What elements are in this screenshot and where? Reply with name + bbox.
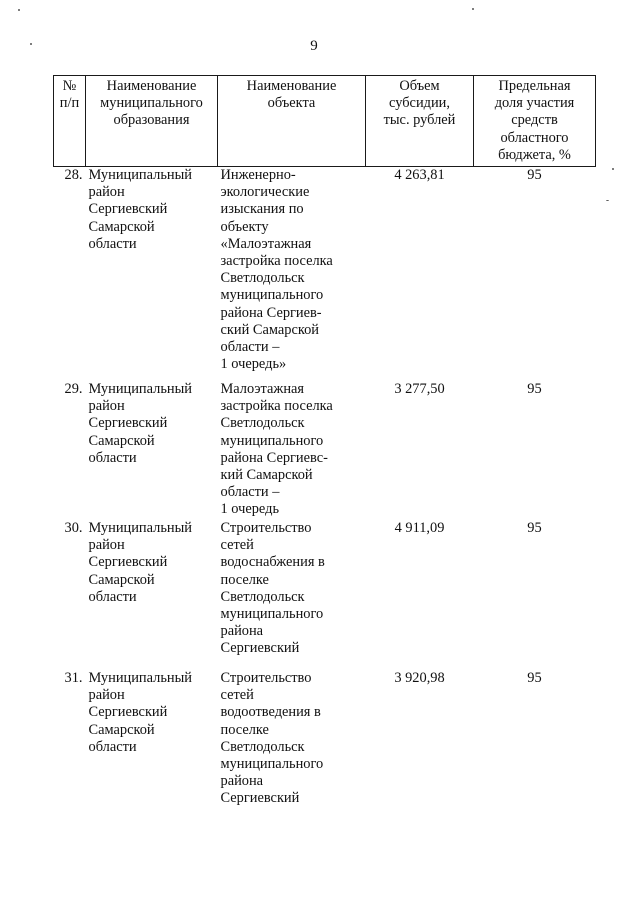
scan-speck [612,168,614,170]
row-municipality: Муниципальный район Сергиевский Самарской области [88,670,192,755]
row-number: 31. [64,670,83,687]
header-number: № п/п [54,76,86,167]
header-row [54,76,596,167]
table-row [54,381,596,520]
row-amount: 3 920,98 [394,670,445,687]
header-municipality: Наименование муниципального образования [86,76,218,167]
row-share: 95 [527,520,542,537]
table-row [54,167,596,382]
row-object: Малоэтажная застройка поселка Светлодольск муниципального района Сергиевс- кий Самарской области – 1 очередь [220,381,333,518]
row-amount: 4 911,09 [394,520,445,537]
row-municipality: Муниципальный район Сергиевский Самарской области [88,381,192,466]
row-number: 28. [64,167,83,184]
scan-speck [472,8,474,10]
header-amount: Объем субсидии, тыс. рублей [366,76,474,167]
table-row [54,520,596,670]
row-amount: 3 277,50 [394,381,445,398]
row-municipality: Муниципальный район Сергиевский Самарской области [88,167,192,252]
subsidy-table [53,75,596,808]
row-share: 95 [527,381,542,398]
scan-speck [606,200,609,201]
row-object: Строительство сетей водоотведения в поселке Светлодольск муниципального района Сергиевский [220,670,324,807]
row-share: 95 [527,670,542,687]
page-number: 9 [310,38,318,54]
row-object: Строительство сетей водоснабжения в поселке Светлодольск муниципального района Сергиевский [220,520,325,657]
scan-speck [18,9,20,11]
header-share: Предельная доля участия средств областного бюджета, % [474,76,596,167]
row-number: 30. [64,520,83,537]
row-object: Инженерно- экологические изыскания по объекту «Малоэтажная застройка поселка Светлодольск муниципального района Сергиев- ский Самарской области – 1 очередь» [220,167,333,373]
table-header [54,76,596,167]
row-municipality: Муниципальный район Сергиевский Самарской области [88,520,192,605]
table-row [54,670,596,808]
row-number: 29. [64,381,83,398]
header-object: Наименование объекта [218,76,366,167]
scan-speck [30,43,32,45]
row-share: 95 [527,167,542,184]
row-amount: 4 263,81 [394,167,445,184]
